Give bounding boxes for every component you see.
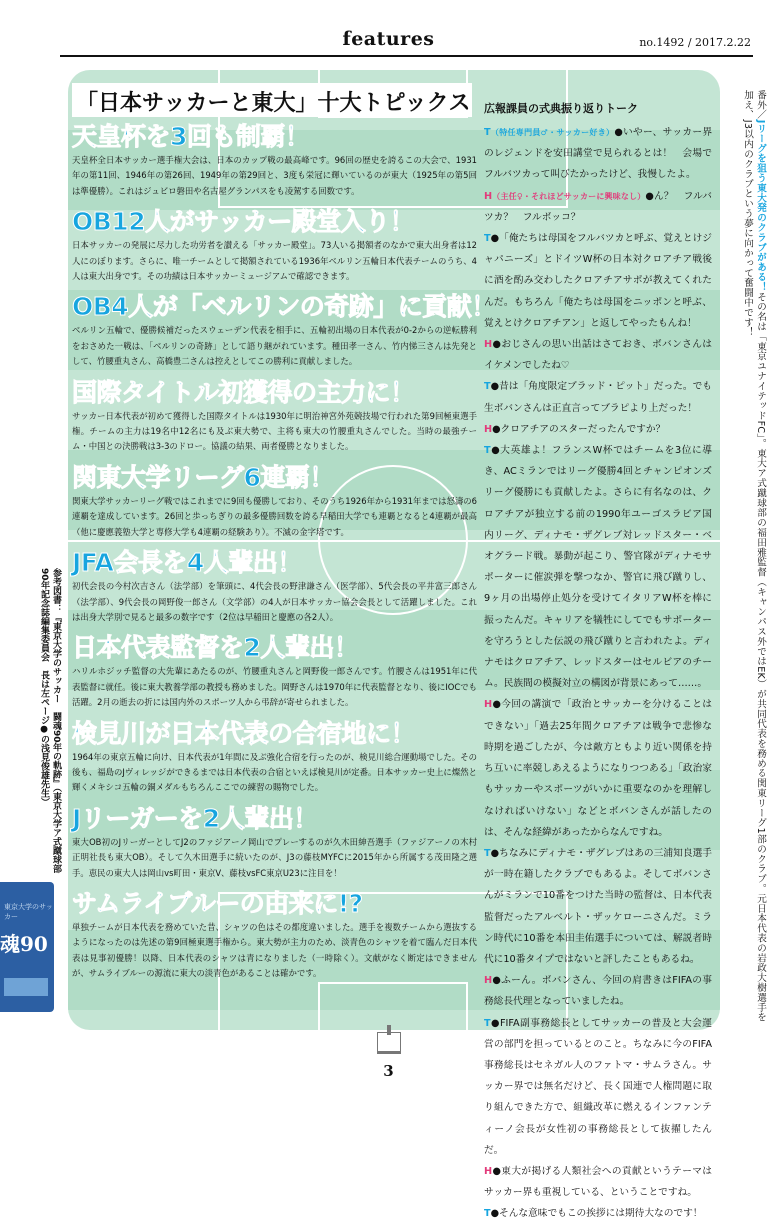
speaker-label: H xyxy=(484,975,493,987)
topic-heading: Jリーガーを2人輩出！ xyxy=(72,803,318,833)
book-title: 魂90 xyxy=(0,932,48,956)
talk-turn xyxy=(484,376,712,418)
turn-text: ●おじさんの思い出話はさておき、ボバンさんはイケメンでしたね♡ xyxy=(484,339,712,372)
topic-10 xyxy=(72,887,477,982)
speaker-note: （主任♀・それほどサッカーに興味なし） xyxy=(492,191,646,201)
turn-text: ●大英雄よ！フランスW杯ではチームを3位に導き、ACミランではリーグ優勝4回とチャンピオンズリーグ優勝にも貢献したよ。さらに有名なのは、クロアチアが独立する前の1990年ユーゴスラビア国内リーグ、ディナモ・ザグレブ対レッドスター・ベオグラード戦。暴動が起こり、警官隊がディナモサポーターに催涙弾を撃つなか、警官に飛び蹴りし、9ヶ月の出場停止処分を受けてイタリアW杯を棒に振ったんだ。キャリアを犠牲にしてでもサポーターを守ろうとした伝説の飛び蹴りと言われたよ。ディナモはクロアチア、レッドスターはセルビアのチーム。民族間の模擬対立の構図が背景にあって……。 xyxy=(484,445,712,690)
speaker-label: H xyxy=(484,423,493,435)
topic-heading: 関東大学リーグ6連覇！ xyxy=(72,462,334,492)
talk-turn xyxy=(484,1161,712,1203)
talk-turn xyxy=(484,843,712,970)
speaker-label: T xyxy=(484,1208,491,1220)
turn-text: ●ちなみにディナモ・ザグレブはあの三浦知良選手が一時在籍したクラブでもあるよ。そしてボバンさんがミランで10番をつけた当時の監督は、日本代表監督だったアルベルト・ザッケローニさんだ。ミラン時代に10番を本田圭佑選手については、解説者時代に10番タイプではないと評したこともあるね。 xyxy=(484,847,712,965)
topic-body: 初代会長の今村次吉さん（法学部）を筆頭に、4代会長の野津謙さん（医学部）、5代会長の平井富三郎さん（法学部）、9代会長の岡野俊一郎さん（文学部）の4人が日本サッカー協会会長として活躍しました。これは出身大学別で見ると最多の数字です（2位は早稲田と慶應の各2人）。 xyxy=(72,581,477,622)
topic-3 xyxy=(72,290,496,369)
topic-9 xyxy=(72,802,477,881)
speaker-note: （特任専門員♂・サッカー好き） xyxy=(490,128,615,137)
topic-4 xyxy=(72,376,477,455)
talk-turn xyxy=(484,440,712,694)
topic-5 xyxy=(72,461,477,540)
talk-turn xyxy=(484,186,712,228)
topic-6 xyxy=(72,546,477,625)
sidebar-body: その名は「東京ユナイテッドFC」。東大ア式蹴球部の福田雅監督（キャンパス外ではEK）が共同代表を務める関東リーグ1部のクラブ。元日本代表の岩政大樹選手を加え、J3以内のクラブという夢に向かって奮闘中です！ xyxy=(742,90,766,1023)
reference-note: 参考図書：『東京大学のサッカー 闘魂90年の軌跡』（東京大学ア式蹴球部90年記念誌編集委員会 長は左ページ●の浅見俊雄先生） xyxy=(39,568,61,874)
turn-text: ●東大が掲げる人類社会への貢献というテーマはサッカー界も重視している、ということですね。 xyxy=(484,1165,712,1199)
turn-text: ●「俺たちは母国をフルバツカと呼ぶ、覚えとけジャパニーズ」とドイツW杯の日本対クロアチア戦後に酒を酌み交わしたクロアチアサポが教えてくれたんだ。もちろん「俺たちは母国をニッポンと呼ぶ、覚えとけクロアチアン」と返してやったもんね！ xyxy=(484,233,712,329)
topic-body: 単独チームが日本代表を務めていた昔、シャツの色はその都度違いました。選手を複数チームから選抜するようになったのは先述の第9回極東選手権から。東大勢が主力のため、淡青色のシャツを着て臨んだ日本代表は見事初優勝！以降、日本代表のシャツは青になりました（一時除く）。文献がなく断定はできませんが、サムライブルーの源流に東大の淡青色があることは確かです。 xyxy=(72,921,477,979)
speaker-label: T xyxy=(484,1017,491,1029)
talk-turn xyxy=(484,228,712,334)
turn-text: ●クロアチアのスターだったんですか？ xyxy=(492,423,666,435)
topic-heading: 天皇杯を3回も制覇！ xyxy=(72,122,310,151)
topic-heading: JFA会長を4人輩出！ xyxy=(72,548,302,578)
issue-number: no.1492 / 2017.2.22 xyxy=(639,36,751,49)
book-subtitle: 東京大学のサッカー xyxy=(4,903,53,921)
page-number: 3 xyxy=(383,1062,394,1080)
talk-turn xyxy=(484,334,712,376)
topic-heading: 国際タイトル初獲得の主力に！ xyxy=(72,377,415,407)
main-title: 「日本サッカーと東大」十大トピックス xyxy=(76,91,471,116)
talk-turn xyxy=(484,1013,712,1161)
topic-body: 関東大学サッカーリーグ戦ではこれまでに9回も優勝しており、そのうち1926年から1931年までは怒濤の6連覇を達成しています。26回と歩っちぎりの最多優勝回数を誇る早稲田大学でも連覇となると4連覇が最高（他に慶應義塾大学と専修大学も4連覇の経験あり）。不滅の金字塔です。 xyxy=(72,495,477,537)
turn-text: ●FIFA副事務総長としてサッカーの普及と大会運営の部門を担っているとのこと。ちなみに今のFIFA事務総長はセネガル人のファトマ・サムラさん。サッカー界では無名だけど、長く国連で人権問題に取り組んできた方で、組織改革に燃えるインファンティーノ会長が女性初の事務総長として抜擢したんだ。 xyxy=(484,1017,712,1156)
talk-turn xyxy=(484,694,712,842)
speaker-label: H xyxy=(484,339,493,351)
topic-body: ハリルホジッチ監督の大先輩にあたるのが、竹腰重丸さんと岡野俊一郎さんです。竹腰さんは1951年に代表監督に就任。後に東大教養学部の教授も務めました。岡野さんは1970年に代表監督となり、後にIOCでも活躍。2月の逝去の折には国内外のスポーツ人から弔辞が寄せられました。 xyxy=(72,666,477,708)
topic-heading: 検見川が日本代表の合宿地に！ xyxy=(72,718,416,748)
topic-8 xyxy=(72,717,477,796)
topic-body: 日本サッカーの発展に尽力した功労者を讃える「サッカー殿堂」。73人いる掲額者のなかで東大出身者は12人にのぼります。さらに、唯一チームとして掲額されている1936年ベルリン五輪日本代表チームのうち、4人は東大出身です。その功績は日本サッカーミュージアムで確認できます。 xyxy=(72,240,477,282)
topic-body: ベルリン五輪で、優勝候補だったスウェーデン代表を相手に、五輪初出場の日本代表が0-2からの逆転勝利をおさめた一戦は、「ベルリンの奇跡」として語り継がれています。種田孝一さん、竹内悌三さんは先発として、竹腰重丸さん、高橋豊二さんは控えとしてこの勝利に貢献しました。 xyxy=(72,325,477,367)
book-cover-image xyxy=(0,882,54,1012)
topic-heading: 日本代表監督を2人輩出！ xyxy=(72,633,359,663)
talk-turn xyxy=(484,122,712,186)
turn-text: ●いやー、サッカー界のレジェンドを安田講堂で見られるとは！ 会場でフルバツカって叫びたかったけど、我慢したよ。 xyxy=(484,127,713,181)
speaker-label: H xyxy=(484,699,493,711)
speaker-label: T xyxy=(484,127,491,138)
turn-text: ●ん？ フルバツカ？ フルボッコ？ xyxy=(484,190,712,223)
right-sidebar-note xyxy=(741,90,767,1030)
talk-turn xyxy=(484,970,712,1012)
topic-heading: OB12人がサッカー殿堂入り！ xyxy=(72,207,415,237)
topics-column xyxy=(72,120,496,988)
topic-heading: サムライブルーの由来に!? xyxy=(72,888,363,918)
speaker-label: T xyxy=(484,445,491,457)
talk-turn xyxy=(484,419,712,440)
sidebar-highlight: Jリーグを狙う東大発のクラブがある！ xyxy=(755,119,766,292)
turn-text: ●ふーん。ボバンさん、今回の肩書きはFIFAの事務総長代理となっていましたね。 xyxy=(484,975,712,1008)
university-logo-icon xyxy=(377,1032,401,1054)
talk-turn xyxy=(484,1203,712,1224)
sidebar-prefix: 番外／ xyxy=(755,90,766,120)
topic-heading: OB4人が「ベルリンの奇跡」に貢献！ xyxy=(72,292,496,322)
topic-body: 1964年の東京五輪に向け、日本代表が1年間に及ぶ強化合宿を行ったのが、検見川総合運動場でした。その後も、福島のJヴィレッジができるまでは日本代表の合宿といえば検見川が定番。日本サッカー史上に燦然と輝くメキシコ五輪の銅メダルもちろんここでの練習の賜物でした。 xyxy=(72,751,477,793)
speaker-label: T xyxy=(484,847,491,859)
speaker-label: T xyxy=(484,233,491,245)
turn-text: ●今回の講演で「政治とサッカーを分けることはできない」「過去25年間クロアチアは戦争で悲惨な時期を過ごしたが、今は敵方ともより近い関係を持ち互いに率競しあえるようになりつつある」「政治家もサッカーやスポーツがいかに重要なのかを理解しなければいけない」などとボバンさんが話したのは、そんな経緯があったからなんですね。 xyxy=(484,699,712,838)
topic-1 xyxy=(72,120,477,199)
topic-7 xyxy=(72,631,477,710)
turn-text: ●そんな意味でもこの挨拶には期待大なのです！ xyxy=(490,1208,703,1220)
speaker-label: T xyxy=(484,381,491,393)
section-title: features xyxy=(342,28,435,50)
speaker-label: H xyxy=(484,1165,493,1177)
speaker-label: H xyxy=(484,190,493,202)
topic-body: 東大OB初のJリーガーとしてJ2のファジアーノ岡山でプレーするのが久木田紳吾選手（ファジアーノの木村正明社長も東大OB）。そして久木田選手に続いたのが、J3の藤枝MYFCに2015年から所属する茂田隆之選手。恵民の東大人は岡山vs町田・東京V、藤枝vsFC東京U23に注目を！ xyxy=(72,836,477,878)
topic-2 xyxy=(72,205,477,284)
turn-text: ●昔は「角度限定ブラッド・ピット」だった。でも生ボバンさんは正直言ってブラピより上だった！ xyxy=(484,381,712,414)
topic-body: 天皇杯全日本サッカー選手権大会は、日本のカップ戦の最高峰です。96回の歴史を誇るこの大会で、1931年の第11回、1946年の第26回、1949年の第29回と、3度も栄冠に輝いているのが東大（1925年の第5回は準優勝）。これはジュビロ磐田や名古屋グランパスをも凌駕する回数です。 xyxy=(72,155,477,196)
header-rule xyxy=(60,55,753,57)
talk-column xyxy=(484,100,712,1225)
topic-body: サッカー日本代表が初めて獲得した国際タイトルは1930年に明治神宮外苑競技場で行われた第9回極東選手権。チームの主力は19名中12名にも及ぶ東大勢で、主将も東大の竹腰重丸さんでした。当時の最強チーム・中国との決勝戦は3-3のドロー。協議の結果、両者優勝となりました。 xyxy=(72,410,477,452)
talk-title: 広報課員の式典振り返りトーク xyxy=(484,102,638,115)
